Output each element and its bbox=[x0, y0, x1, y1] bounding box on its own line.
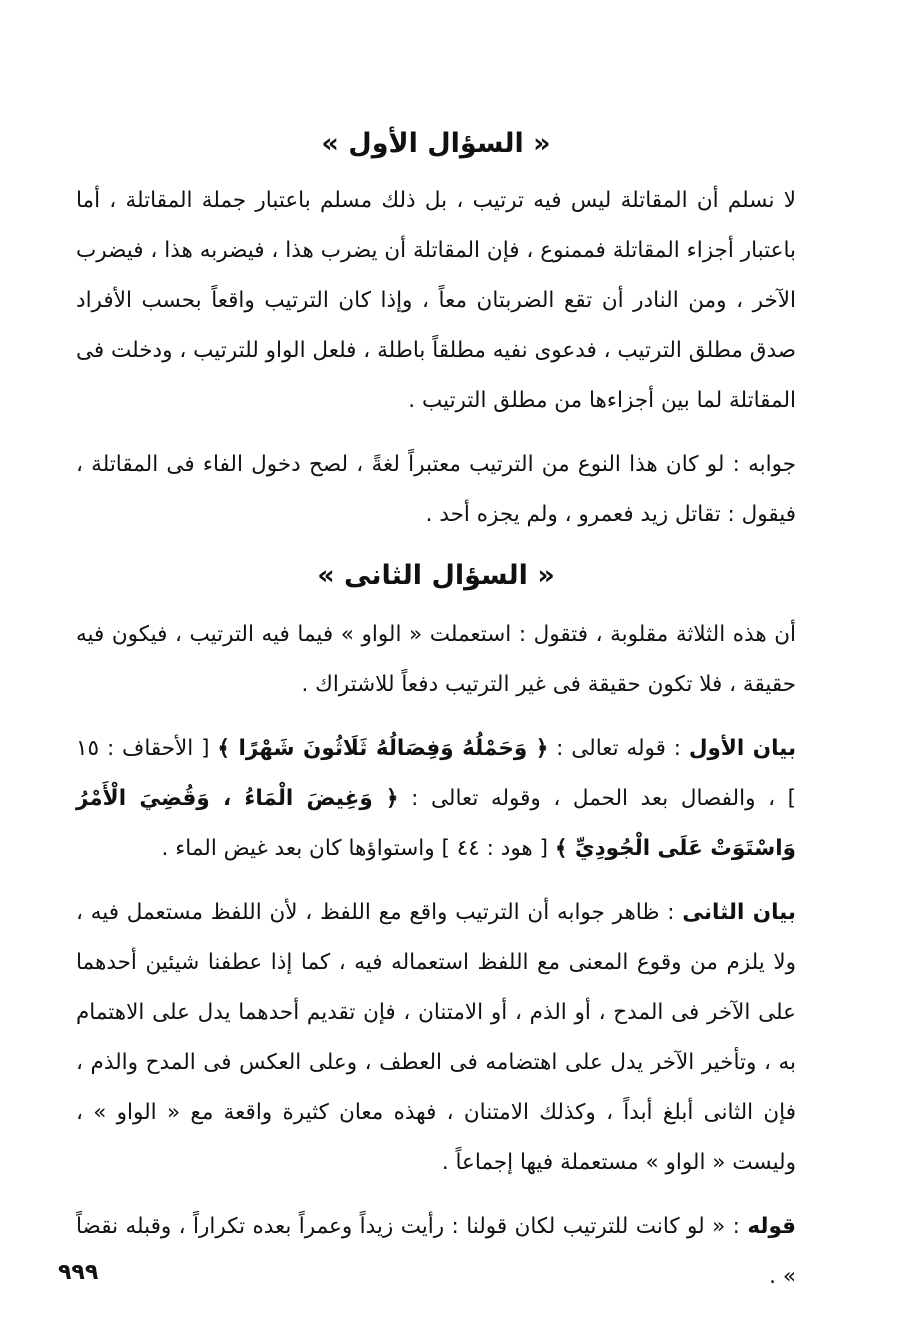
section-1-paragraph-1: لا نسلم أن المقاتلة ليس فيه ترتيب ، بل ذلك مسلم باعتبار جملة المقاتلة ، أما باعتبار أجزاء المقاتلة فممنوع ، فإن المقاتلة أن يضرب هذا ، فيضربه هذا ، فيضرب الآخر ، ومن النادر أن تقع الضربتان معاً ، وإذا كان الترتيب واقعاً بحسب الأفراد صدق مطلق الترتيب ، فدعوى نفيه مطلقاً باطلة ، فلعل الواو للترتيب ، ودخلت فى المقاتلة لما بين أجزاءها من مطلق الترتيب . bbox=[76, 188, 796, 413]
section-1-paragraph-2: جوابه : لو كان هذا النوع من الترتيب معتبراً لغةً ، لصح دخول الفاء فى المقاتلة ، فيقول : تقاتل زيد فعمرو ، ولم يجزه أحد . bbox=[76, 452, 796, 527]
page-number: ٩٩٩ bbox=[58, 1260, 99, 1285]
quran-verse-ahqaf: ﴿ وَحَمْلُهُ وَفِصَالُهُ ثَلَاثُونَ شَهْرًا ﴾ bbox=[217, 736, 549, 761]
second-explanation-text: : ظاهر جوابه أن الترتيب واقع مع اللفظ ، لأن اللفظ مستعمل فيه ، ولا يلزم من وقوع المعنى مع اللفظ استعماله فيه ، كما إذا عطفنا شيئين أحدهما على الآخر فى المدح ، أو الذم ، أو الامتنان ، فإن تقديم أحدهما يدل على الاهتمام به ، وتأخير الآخر يدل على اهتضامه فى العطف ، وعلى العكس فى المدح والذم ، فإن الثانى أبلغ أبداً ، وكذلك الامتنان ، فهذه معان كثيرة واقعة مع « الواو » ، وليست « الواو » مستعملة فيها إجماعاً . bbox=[76, 900, 796, 1175]
second-explanation-lead: بيان الثانى bbox=[682, 900, 797, 925]
first-explanation-text-a: : قوله تعالى : bbox=[548, 736, 689, 761]
section-2-paragraph-1: أن هذه الثلاثة مقلوبة ، فتقول : استعملت « الواو » فيما فيه الترتيب ، فيكون فيه حقيقة ، فلا تكون حقيقة فى غير الترتيب دفعاً للاشتراك . bbox=[76, 622, 796, 697]
section-2-paragraph-2 bbox=[76, 724, 796, 874]
section-1-heading: « السؤال الأول » bbox=[321, 128, 551, 159]
section-2-paragraph-4 bbox=[76, 1202, 796, 1302]
first-explanation-text-b: [ الأحقاف : ١٥ ] ، والفصال بعد الحمل ، وقوله تعالى : bbox=[76, 736, 796, 811]
section-2-paragraph-3 bbox=[76, 888, 796, 1188]
first-explanation-lead: بيان الأول bbox=[688, 736, 797, 761]
quote-lead: قوله bbox=[747, 1214, 796, 1239]
section-2-heading: « السؤال الثانى » bbox=[317, 560, 555, 591]
quote-text: : « لو كانت للترتيب لكان قولنا : رأيت زيداً وعمراً بعده تكراراً ، وقبله نقضاً » . bbox=[76, 1214, 796, 1289]
first-explanation-text-c: [ هود : ٤٤ ] واستواؤها كان بعد غيض الماء . bbox=[161, 836, 555, 861]
quran-verse-hud: ﴿ وَغِيضَ الْمَاءُ ، وَقُضِيَ الْأَمْرُ وَاسْتَوَتْ عَلَى الْجُودِيِّ ﴾ bbox=[76, 786, 796, 861]
